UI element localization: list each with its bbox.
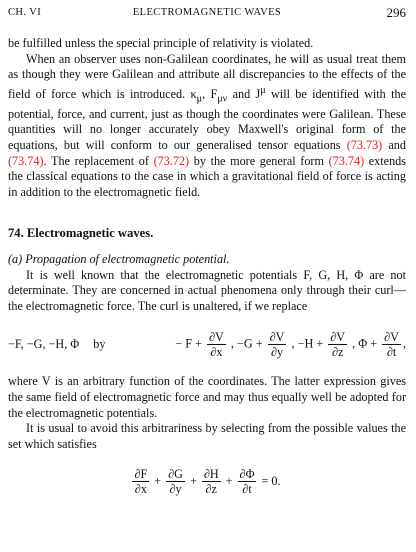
fraction: $\frac{\partial G}{\partial y}$ (168, 466, 183, 496)
equation-rhs: − F + $\frac{\partial V}{\partial x}$ , −G + $\frac{\partial V}{\partial y}$ , −H + $\frac{\partial V}{\partial z}$ , Φ + $\frac{\partial V}{\partial t}$ , (175, 329, 406, 359)
fraction: $\frac{\partial V}{\partial x}$ (209, 329, 224, 359)
fraction: $\frac{\partial\Phi}{\partial t}$ (239, 466, 255, 496)
subsection-heading: (a) Propagation of electromagnetic potential. (8, 252, 230, 267)
running-header (8, 6, 406, 22)
fraction: $\frac{\partial V}{\partial t}$ (384, 329, 399, 359)
page-body (8, 36, 406, 510)
paragraph-continuation: be fulfilled unless the special principle of relativity is violated. (8, 36, 314, 50)
equation-ref-link[interactable]: (73.73) (346, 138, 383, 153)
fraction: $\frac{\partial V}{\partial y}$ (269, 329, 285, 359)
paragraph-non-galilean: When an observer uses non-Galilean coordinates, he will as usual treat them as though they were Galilean and attribute all discrepancies to the effects of the field of force which is introduced. $\kappa_\mu$, $F_{\mu\nu}$ and $J^\mu$ will be identified with the potential, force, and current, just as though the coordinates were Galilean. These quantities will no longer accurately obey Maxwell's original form of the equations, but will conform to our generalised tensor equations (73.73) and (73.74). The replacement of (73.72) by the more general form (73.74) extends the classical equations to the case in which a gravitational field of force is acting in addition to the electromagnetic field. (8, 51, 407, 199)
fraction: $\frac{\partial H}{\partial z}$ (203, 466, 219, 496)
equation-replacement (8, 324, 406, 364)
paragraph-potentials: It is well known that the electromagnetic potentials F, G, H, Φ are not determinate. They are concerned in actual phenomena only through their curl—the electromagnetic force. The curl is unaltered, if we replace (8, 267, 406, 313)
equation-lhs: −F, −G, −H, Φ by (8, 336, 106, 351)
equation-ref-link[interactable]: (73.74) (8, 153, 44, 168)
equation-gauge-condition: $\frac{\partial F}{\partial x}$ + $\frac{\partial G}{\partial y}$ + $\frac{\partial H}{\partial z}$ + $\frac{\partial\Phi}{\partial t}$ = 0. (134, 466, 281, 496)
paragraph-avoid-arbitrariness: It is usual to avoid this arbitrariness by selecting from the possible values the set which satisfies (8, 421, 406, 451)
fraction: $\frac{\partial V}{\partial z}$ (330, 329, 346, 359)
page-number: 296 (386, 5, 406, 20)
paragraph-arbitrary-function: where V is an arbitrary function of the coordinates. The latter expression gives the same field of electromagnetic force and may thus equally well be adopted for the electromagnetic potentials. (8, 374, 406, 420)
running-title: ELECTROMAGNETIC WAVES (132, 7, 282, 18)
equation-ref-link[interactable]: (73.74) (328, 153, 365, 168)
chapter-label: CH. VI (8, 7, 42, 18)
equation-ref-link[interactable]: (73.72) (153, 153, 190, 168)
section-heading: 74. Electromagnetic waves. (8, 226, 154, 241)
fraction: $\frac{\partial F}{\partial x}$ (134, 466, 148, 496)
